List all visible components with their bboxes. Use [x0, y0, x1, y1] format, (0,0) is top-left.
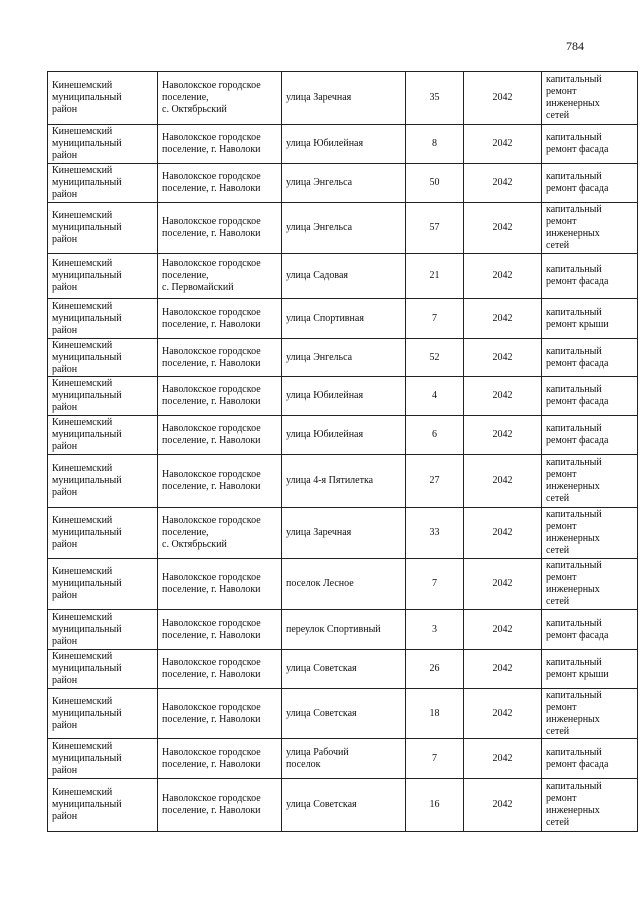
settlement-cell — [158, 377, 282, 416]
work-type-text: капитальный ремонт инженерных сетей — [546, 781, 602, 828]
district-text: Кинешемский муниципальный район — [52, 165, 122, 200]
street-text: улица Энгельса — [286, 177, 353, 188]
street-text: улица Советская — [286, 663, 357, 674]
house-number-cell — [406, 416, 464, 455]
house-number-cell — [406, 377, 464, 416]
settlement-cell — [158, 339, 282, 377]
work-type-cell — [542, 508, 638, 559]
district-cell — [48, 254, 158, 299]
house-number-text: 27 — [429, 475, 440, 486]
year-text: 2042 — [492, 177, 513, 188]
district-text: Кинешемский муниципальный район — [52, 695, 122, 731]
table-row — [48, 339, 638, 377]
house-number-cell — [406, 254, 464, 299]
table-row — [48, 416, 638, 455]
district-cell — [48, 779, 158, 832]
house-number-cell — [406, 299, 464, 339]
table-row — [48, 559, 638, 610]
district-text: Кинешемский муниципальный район — [52, 515, 122, 550]
table-row — [48, 739, 638, 779]
table-row — [48, 610, 638, 650]
settlement-text: Наволокское городское поселение, г. Наволоки — [162, 469, 261, 492]
table-row — [48, 650, 638, 689]
house-number-cell — [406, 689, 464, 739]
house-number-cell — [406, 125, 464, 164]
table-body — [48, 72, 638, 832]
street-text: улица Юбилейная — [286, 429, 364, 440]
settlement-text: Наволокское городское поселение, г. Наволоки — [162, 132, 261, 155]
year-text: 2042 — [492, 623, 513, 635]
street-cell — [282, 455, 406, 508]
work-type-text: капитальный ремонт фасада — [546, 171, 609, 194]
year-cell — [464, 650, 542, 689]
settlement-text: Наволокское городское поселение, г. Наволоки — [162, 793, 261, 816]
year-text: 2042 — [492, 138, 513, 149]
street-text: улица Юбилейная — [286, 390, 364, 401]
year-cell — [464, 299, 542, 339]
district-text: Кинешемский муниципальный район — [52, 80, 122, 115]
repair-schedule-table — [47, 71, 638, 832]
work-type-cell — [542, 650, 638, 689]
district-cell — [48, 72, 158, 125]
house-number-text: 26 — [429, 663, 440, 674]
page-number: 784 — [566, 39, 584, 53]
year-text: 2042 — [492, 312, 513, 324]
work-type-text: капитальный ремонт инженерных сетей — [546, 509, 602, 556]
year-text: 2042 — [492, 429, 513, 440]
district-cell — [48, 739, 158, 779]
street-text: переулок Спортивный — [286, 623, 381, 635]
work-type-text: капитальный ремонт фасада — [546, 264, 609, 287]
table-row — [48, 125, 638, 164]
work-type-cell — [542, 779, 638, 832]
house-number-cell — [406, 610, 464, 650]
house-number-text: 3 — [432, 623, 437, 635]
settlement-cell — [158, 650, 282, 689]
district-cell — [48, 559, 158, 610]
work-type-cell — [542, 72, 638, 125]
district-cell — [48, 339, 158, 377]
district-text: Кинешемский муниципальный район — [52, 300, 122, 336]
house-number-text: 52 — [429, 351, 440, 363]
work-type-cell — [542, 299, 638, 339]
district-text: Кинешемский муниципальный район — [52, 651, 122, 686]
settlement-text: Наволокское городское поселение, г. Наволоки — [162, 423, 261, 446]
work-type-text: капитальный ремонт инженерных сетей — [546, 204, 602, 251]
street-text: улица Спортивная — [286, 312, 364, 324]
street-text: улица Рабочий поселок — [286, 746, 349, 770]
work-type-cell — [542, 610, 638, 650]
settlement-text: Наволокское городское поселение, с. Первомайский — [162, 258, 261, 293]
settlement-text: Наволокское городское поселение, с. Октябрьский — [162, 80, 261, 115]
work-type-cell — [542, 377, 638, 416]
settlement-text: Наволокское городское поселение, г. Наволоки — [162, 701, 261, 725]
house-number-cell — [406, 72, 464, 125]
street-cell — [282, 779, 406, 832]
year-text: 2042 — [492, 270, 513, 281]
work-type-cell — [542, 164, 638, 203]
street-cell — [282, 299, 406, 339]
year-cell — [464, 416, 542, 455]
house-number-cell — [406, 650, 464, 689]
work-type-cell — [542, 739, 638, 779]
work-type-text: капитальный ремонт фасада — [546, 345, 609, 369]
settlement-cell — [158, 779, 282, 832]
district-cell — [48, 164, 158, 203]
district-cell — [48, 508, 158, 559]
work-type-cell — [542, 203, 638, 254]
work-type-text: капитальный ремонт фасада — [546, 132, 609, 155]
district-cell — [48, 377, 158, 416]
year-cell — [464, 125, 542, 164]
settlement-text: Наволокское городское поселение, г. Наволоки — [162, 171, 261, 194]
house-number-text: 16 — [429, 799, 440, 810]
street-text: улица Советская — [286, 707, 357, 719]
district-text: Кинешемский муниципальный район — [52, 126, 122, 161]
year-cell — [464, 339, 542, 377]
work-type-text: капитальный ремонт фасада — [546, 384, 609, 407]
settlement-text: Наволокское городское поселение, г. Наволоки — [162, 657, 261, 680]
year-cell — [464, 72, 542, 125]
street-cell — [282, 610, 406, 650]
house-number-cell — [406, 508, 464, 559]
settlement-text: Наволокское городское поселение, г. Наволоки — [162, 572, 261, 595]
street-cell — [282, 203, 406, 254]
year-cell — [464, 203, 542, 254]
year-text: 2042 — [492, 578, 513, 589]
district-text: Кинешемский муниципальный район — [52, 740, 122, 776]
year-text: 2042 — [492, 707, 513, 719]
house-number-text: 4 — [432, 390, 437, 401]
house-number-cell — [406, 164, 464, 203]
table-row — [48, 164, 638, 203]
work-type-text: капитальный ремонт фасада — [546, 617, 609, 641]
street-cell — [282, 689, 406, 739]
district-cell — [48, 299, 158, 339]
settlement-cell — [158, 164, 282, 203]
settlement-cell — [158, 689, 282, 739]
district-text: Кинешемский муниципальный район — [52, 566, 122, 601]
district-text: Кинешемский муниципальный район — [52, 417, 122, 452]
year-cell — [464, 739, 542, 779]
year-text: 2042 — [492, 799, 513, 810]
street-cell — [282, 559, 406, 610]
settlement-text: Наволокское городское поселение, г. Наволоки — [162, 746, 261, 770]
settlement-cell — [158, 125, 282, 164]
settlement-cell — [158, 739, 282, 779]
work-type-text: капитальный ремонт инженерных сетей — [546, 74, 602, 121]
table-row — [48, 299, 638, 339]
work-type-text: капитальный ремонт фасада — [546, 423, 609, 446]
street-text: улица Советская — [286, 799, 357, 810]
house-number-text: 50 — [429, 177, 440, 188]
year-cell — [464, 377, 542, 416]
street-text: улица Юбилейная — [286, 138, 364, 149]
house-number-cell — [406, 739, 464, 779]
house-number-text: 6 — [432, 429, 437, 440]
street-cell — [282, 125, 406, 164]
street-cell — [282, 254, 406, 299]
settlement-cell — [158, 203, 282, 254]
year-text: 2042 — [492, 752, 513, 764]
street-text: улица Садовая — [286, 270, 349, 281]
year-text: 2042 — [492, 475, 513, 486]
work-type-text: капитальный ремонт крыши — [546, 657, 609, 680]
year-text: 2042 — [492, 390, 513, 401]
street-cell — [282, 739, 406, 779]
work-type-cell — [542, 455, 638, 508]
work-type-text: капитальный ремонт фасада — [546, 746, 609, 770]
district-text: Кинешемский муниципальный район — [52, 339, 122, 375]
district-text: Кинешемский муниципальный район — [52, 258, 122, 293]
work-type-text: капитальный ремонт инженерных сетей — [546, 689, 602, 737]
year-cell — [464, 779, 542, 832]
year-cell — [464, 508, 542, 559]
district-cell — [48, 650, 158, 689]
work-type-text: капитальный ремонт инженерных сетей — [546, 560, 602, 607]
settlement-cell — [158, 299, 282, 339]
district-cell — [48, 125, 158, 164]
settlement-cell — [158, 508, 282, 559]
street-text: улица Заречная — [286, 527, 352, 538]
year-text: 2042 — [492, 527, 513, 538]
street-text: улица 4-я Пятилетка — [286, 475, 374, 486]
year-text: 2042 — [492, 663, 513, 674]
table-row — [48, 72, 638, 125]
house-number-text: 21 — [429, 270, 440, 281]
street-cell — [282, 164, 406, 203]
district-text: Кинешемский муниципальный район — [52, 210, 122, 245]
table-row — [48, 377, 638, 416]
house-number-cell — [406, 339, 464, 377]
settlement-cell — [158, 610, 282, 650]
house-number-text: 7 — [432, 578, 437, 589]
house-number-text: 7 — [432, 312, 437, 324]
street-text: улица Энгельса — [286, 222, 353, 233]
street-cell — [282, 72, 406, 125]
house-number-cell — [406, 455, 464, 508]
settlement-cell — [158, 254, 282, 299]
street-text: поселок Лесное — [286, 578, 354, 589]
district-text: Кинешемский муниципальный район — [52, 611, 122, 647]
year-text: 2042 — [492, 222, 513, 233]
work-type-cell — [542, 254, 638, 299]
district-cell — [48, 416, 158, 455]
settlement-cell — [158, 416, 282, 455]
table-row — [48, 689, 638, 739]
work-type-cell — [542, 416, 638, 455]
street-cell — [282, 508, 406, 559]
work-type-text: капитальный ремонт инженерных сетей — [546, 457, 602, 504]
work-type-cell — [542, 339, 638, 377]
work-type-text: капитальный ремонт крыши — [546, 306, 609, 330]
year-cell — [464, 455, 542, 508]
district-cell — [48, 203, 158, 254]
district-cell — [48, 610, 158, 650]
table-row — [48, 455, 638, 508]
house-number-cell — [406, 203, 464, 254]
settlement-text: Наволокское городское поселение, г. Наволоки — [162, 617, 261, 641]
year-cell — [464, 689, 542, 739]
settlement-text: Наволокское городское поселение, г. Наволоки — [162, 345, 261, 369]
table-row — [48, 508, 638, 559]
street-text: улица Заречная — [286, 92, 352, 103]
street-cell — [282, 377, 406, 416]
house-number-cell — [406, 559, 464, 610]
street-cell — [282, 339, 406, 377]
street-cell — [282, 650, 406, 689]
year-text: 2042 — [492, 92, 513, 103]
year-cell — [464, 164, 542, 203]
year-cell — [464, 559, 542, 610]
district-cell — [48, 689, 158, 739]
work-type-cell — [542, 559, 638, 610]
house-number-text: 8 — [432, 138, 437, 149]
year-cell — [464, 610, 542, 650]
house-number-text: 33 — [429, 527, 440, 538]
house-number-text: 57 — [429, 222, 440, 233]
district-text: Кинешемский муниципальный район — [52, 463, 122, 498]
settlement-cell — [158, 559, 282, 610]
table-row — [48, 254, 638, 299]
house-number-text: 7 — [432, 752, 437, 764]
table-row — [48, 203, 638, 254]
street-text: улица Энгельса — [286, 351, 353, 363]
work-type-cell — [542, 125, 638, 164]
house-number-text: 35 — [429, 92, 440, 103]
settlement-text: Наволокское городское поселение, г. Наволоки — [162, 216, 261, 239]
settlement-text: Наволокское городское поселение, с. Октябрьский — [162, 515, 261, 550]
street-cell — [282, 416, 406, 455]
table-row — [48, 779, 638, 832]
district-cell — [48, 455, 158, 508]
district-text: Кинешемский муниципальный район — [52, 787, 122, 822]
settlement-cell — [158, 72, 282, 125]
settlement-text: Наволокское городское поселение, г. Наволоки — [162, 384, 261, 407]
work-type-cell — [542, 689, 638, 739]
settlement-text: Наволокское городское поселение, г. Наволоки — [162, 306, 261, 330]
year-cell — [464, 254, 542, 299]
year-text: 2042 — [492, 351, 513, 363]
district-text: Кинешемский муниципальный район — [52, 378, 122, 413]
house-number-text: 18 — [429, 707, 440, 719]
settlement-cell — [158, 455, 282, 508]
house-number-cell — [406, 779, 464, 832]
